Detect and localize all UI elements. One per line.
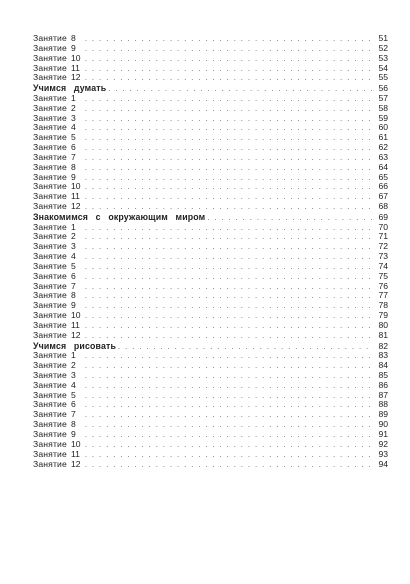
toc-entry [33,272,388,282]
lesson-number: 12 [70,202,81,212]
entry-label: Занятие [33,400,67,410]
toc-entry [33,242,388,252]
toc-entry [33,153,388,163]
lesson-number: 2 [70,361,76,371]
entry-label: Занятие [33,261,67,271]
toc-entry [33,400,388,410]
entry-label: Занятие [33,172,67,182]
page-number: 86 [378,380,388,390]
toc-entry [33,371,388,381]
entry-label: Занятие [33,53,67,63]
toc-entry [33,381,388,391]
lesson-number: 9 [70,301,76,311]
page-number: 56 [378,83,388,94]
lesson-number: 1 [70,93,76,103]
dot-leader [85,312,374,321]
dot-leader [85,134,374,143]
page-number: 70 [378,222,388,232]
toc-entry [33,192,388,202]
lesson-number: 11 [70,63,80,73]
lesson-number: 9 [70,43,76,53]
dot-leader [85,292,374,301]
toc-entry [33,301,388,311]
entry-label: Занятие [33,242,67,252]
dot-leader [85,183,374,192]
lesson-number: 8 [70,34,76,43]
toc-entry [33,291,388,301]
section-title: Знакомимся с окружающим миром [33,211,206,222]
entry-label: Занятие [33,281,67,291]
toc-entry [33,182,388,192]
lesson-number: 3 [70,370,76,380]
entry-label: Занятие [33,439,67,449]
lesson-number: 5 [70,390,76,400]
lesson-number: 10 [70,311,81,321]
toc-entry [33,430,388,440]
entry-label: Занятие [33,311,67,321]
entry-label: Занятие [33,222,67,232]
page-number: 83 [378,351,388,361]
dot-leader [85,263,374,272]
lesson-number: 6 [70,400,76,410]
page-number: 67 [378,192,388,202]
dot-leader [85,174,374,183]
page-number: 72 [378,242,388,252]
entry-label: Занятие [33,34,67,43]
page-number: 62 [378,143,388,153]
toc-entry [33,64,388,74]
dot-leader [85,302,374,311]
page-number: 82 [378,340,388,351]
lesson-number: 8 [70,162,76,172]
page-number: 84 [378,361,388,371]
dot-leader [85,115,374,124]
entry-label: Занятие [33,113,67,123]
dot-leader [108,85,374,94]
dot-leader [85,441,374,450]
entry-label: Занятие [33,133,67,143]
entry-label: Занятие [33,430,67,439]
lesson-number: 4 [70,380,76,390]
entry-label: Занятие [33,202,67,212]
entry-label: Занятие [33,232,67,242]
page-number: 57 [378,93,388,103]
dot-leader [85,461,374,470]
dot-leader [85,164,374,173]
entry-label: Занятие [33,192,67,202]
entry-label: Занятие [33,43,67,53]
toc-entry [33,351,388,361]
dot-leader [85,273,374,282]
page-number: 52 [378,43,388,53]
lesson-number: 11 [70,320,80,330]
entry-label: Занятие [33,410,67,420]
page-number: 77 [378,291,388,301]
lesson-number: 9 [70,430,76,439]
page-number: 60 [378,123,388,133]
dot-leader [85,401,374,410]
lesson-number: 10 [70,439,81,449]
dot-leader [207,214,374,223]
dot-leader [85,144,374,153]
lesson-number: 1 [70,222,76,232]
page-number: 53 [378,53,388,63]
page-number: 92 [378,439,388,449]
entry-label: Занятие [33,361,67,371]
entry-label: Занятие [33,330,67,340]
toc-entry [33,44,388,54]
entry-label: Занятие [33,291,67,301]
page-number: 71 [378,232,388,242]
toc-entry [33,321,388,331]
entry-label: Занятие [33,420,67,430]
dot-leader [85,233,374,242]
lesson-number: 4 [70,123,76,133]
dot-leader [85,352,374,361]
page-number: 80 [378,320,388,330]
page-number: 94 [378,459,388,469]
lesson-number: 7 [70,281,76,291]
lesson-number: 10 [70,53,81,63]
dot-leader [85,362,374,371]
page-number: 74 [378,261,388,271]
lesson-number: 7 [70,152,76,162]
lesson-number: 4 [70,252,76,262]
lesson-number: 1 [70,351,76,361]
lesson-number: 5 [70,133,76,143]
toc-entry [33,440,388,450]
entry-label: Занятие [33,93,67,103]
toc-entry [33,460,388,470]
entry-label: Занятие [33,143,67,153]
lesson-number: 5 [70,261,76,271]
dot-leader [85,154,374,163]
dot-leader [85,124,374,133]
entry-label: Занятие [33,390,67,400]
toc-entry [33,331,388,341]
lesson-number: 11 [70,449,80,459]
lesson-number: 9 [70,172,76,182]
dot-leader [85,431,374,440]
dot-leader [118,343,374,352]
page-number: 81 [378,330,388,340]
toc-entry [33,420,388,430]
entry-label: Занятие [33,380,67,390]
toc-entry [33,133,388,143]
toc-entry [33,94,388,104]
lesson-number: 12 [70,459,81,469]
toc-entry [33,202,388,212]
entry-label: Занятие [33,162,67,172]
entry-label: Занятие [33,123,67,133]
page-number: 63 [378,152,388,162]
toc-entry [33,232,388,242]
page-number: 90 [378,420,388,430]
lesson-number: 2 [70,232,76,242]
page-number: 78 [378,301,388,311]
entry-label: Занятие [33,73,67,83]
page-number: 66 [378,182,388,192]
lesson-number: 7 [70,410,76,420]
toc-section-heading [33,212,388,223]
page-number: 51 [378,34,388,43]
lesson-number: 3 [70,242,76,252]
entry-label: Занятие [33,320,67,330]
toc-entry [33,123,388,133]
dot-leader [85,421,374,430]
entry-label: Занятие [33,449,67,459]
dot-leader [85,253,374,262]
lesson-number: 3 [70,113,76,123]
entry-label: Занятие [33,370,67,380]
toc-entry [33,104,388,114]
toc-entry [33,262,388,272]
page-number: 91 [378,430,388,439]
toc-entry [33,410,388,420]
toc-entry [33,73,388,83]
entry-label: Занятие [33,301,67,311]
entry-label: Занятие [33,271,67,281]
page-number: 73 [378,252,388,262]
page-number: 64 [378,162,388,172]
page-number: 54 [378,63,388,73]
dot-leader [85,105,374,114]
dot-leader [85,283,374,292]
dot-leader [85,95,374,104]
page-number: 58 [378,103,388,113]
toc-entry [33,223,388,233]
page-number: 79 [378,311,388,321]
toc-entry [33,173,388,183]
toc-entry [33,252,388,262]
lesson-number: 8 [70,420,76,430]
toc-entry [33,163,388,173]
entry-label: Занятие [33,152,67,162]
table-of-contents [33,34,388,469]
dot-leader [85,224,374,233]
dot-leader [85,372,374,381]
toc-section-heading [33,83,388,94]
page-number: 93 [378,449,388,459]
toc-section-heading [33,341,388,352]
lesson-number: 8 [70,291,76,301]
section-title: Учимся думать [33,83,107,94]
lesson-number: 10 [70,182,81,192]
entry-label: Занятие [33,63,67,73]
lesson-number: 12 [70,73,81,83]
toc-entry [33,54,388,64]
entry-label: Занятие [33,182,67,192]
dot-leader [85,451,374,460]
page-number: 65 [378,172,388,182]
toc-entry [33,361,388,371]
toc-entry [33,114,388,124]
page-number: 69 [378,211,388,222]
dot-leader [85,55,374,64]
toc-entry [33,391,388,401]
entry-label: Занятие [33,459,67,469]
lesson-number: 12 [70,330,81,340]
dot-leader [85,243,374,252]
dot-leader [85,74,374,83]
toc-entry [33,143,388,153]
page-number: 75 [378,271,388,281]
page-number: 87 [378,390,388,400]
page-number: 55 [378,73,388,83]
dot-leader [85,193,374,202]
dot-leader [85,65,374,74]
entry-label: Занятие [33,351,67,361]
dot-leader [85,35,374,44]
lesson-number: 2 [70,103,76,113]
page-number: 59 [378,113,388,123]
dot-leader [85,45,374,54]
toc-entry [33,34,388,44]
toc-entry [33,311,388,321]
lesson-number: 6 [70,271,76,281]
section-title: Учимся рисовать [33,340,117,351]
page-number: 61 [378,133,388,143]
toc-entry [33,282,388,292]
dot-leader [85,203,374,212]
page-number: 88 [378,400,388,410]
dot-leader [85,392,374,401]
page-number: 68 [378,202,388,212]
lesson-number: 11 [70,192,80,202]
entry-label: Занятие [33,103,67,113]
dot-leader [85,322,374,331]
dot-leader [85,382,374,391]
page-number: 85 [378,370,388,380]
dot-leader [85,332,374,341]
toc-entry [33,450,388,460]
lesson-number: 6 [70,143,76,153]
page-number: 89 [378,410,388,420]
entry-label: Занятие [33,252,67,262]
page-number: 76 [378,281,388,291]
dot-leader [85,411,374,420]
